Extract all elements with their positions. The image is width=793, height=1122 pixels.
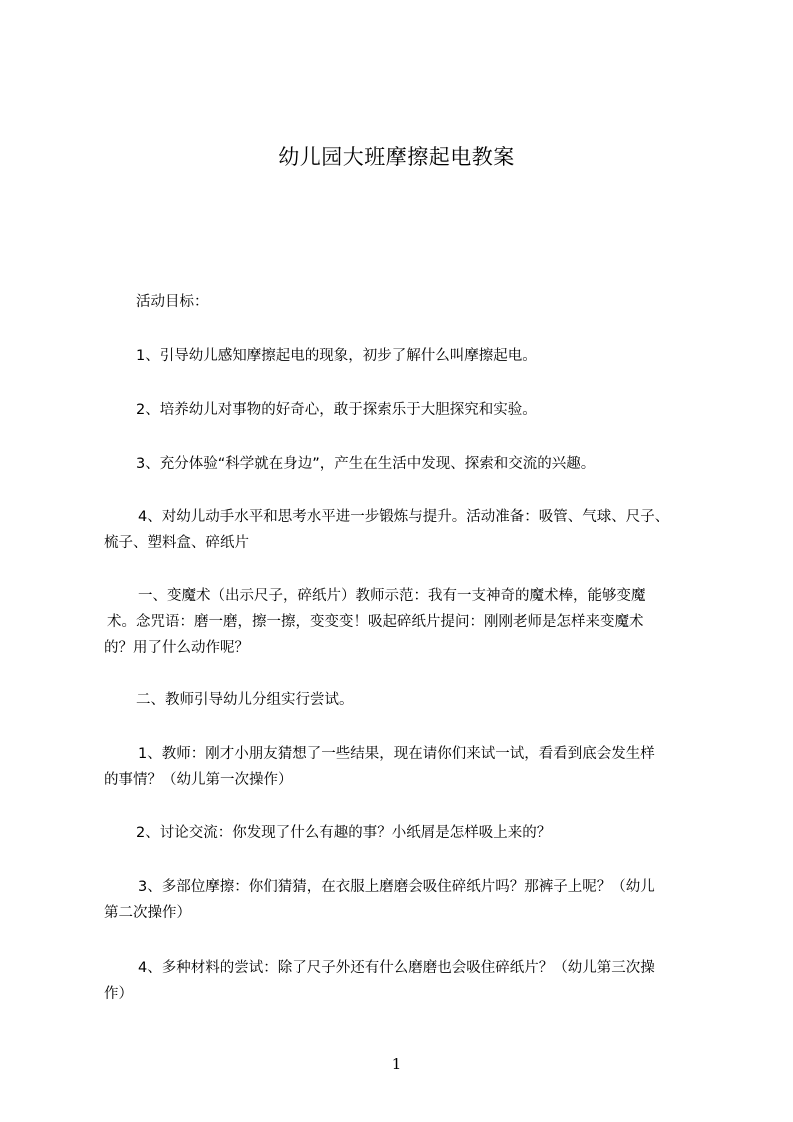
paragraph-step-2-3 (104, 874, 724, 926)
paragraph-line: 3、充分体验“科学就在身边”，产生在生活中发现、探索和交流的兴趣。 (136, 456, 596, 472)
paragraph-goal-1 (136, 343, 756, 369)
paragraph-line: 第二次操作） (104, 905, 191, 921)
paragraph-step-1 (104, 583, 724, 661)
paragraph-line: 1、教师：刚才小朋友猜想了一些结果，现在请你们来试一试，看看到底会发生样 (138, 746, 655, 762)
paragraph-line: 的？用了什么动作呢？ (104, 640, 249, 656)
paragraph-goal-4 (104, 504, 724, 556)
paragraph-line: 二、教师引导幼儿分组实行尝试。 (136, 692, 354, 708)
paragraph-line: 4、多种材料的尝试：除了尺子外还有什么磨磨也会吸住碎纸片？（幼儿第三次操 (138, 960, 655, 976)
paragraph-line: 作） (104, 986, 133, 1002)
paragraph-goal-2 (136, 397, 756, 423)
paragraph-line: 1、引导幼儿感知摩擦起电的现象，初步了解什么叫摩擦起电。 (136, 348, 537, 364)
paragraph-step-2-2 (136, 820, 756, 846)
paragraph-line: 2、讨论交流：你发现了什么有趣的事？小纸屑是怎样吸上来的？ (136, 825, 552, 841)
paragraph-line: 活动目标： (136, 294, 209, 310)
paragraph-goal-3 (136, 451, 756, 477)
paragraph-line: 2、培养幼儿对事物的好奇心，敢于探索乐于大胆探究和实验。 (136, 402, 537, 418)
paragraph-line: 梳子、塑料盒、碎纸片 (104, 535, 249, 551)
section-heading-goals (136, 289, 756, 315)
paragraph-line: 术。念咒语：磨一磨，擦一擦，变变变！吸起碎纸片提问：刚刚老师是怎样来变魔术 (107, 614, 644, 630)
paragraph-line: 3、多部位摩擦：你们猜猜，在衣服上磨磨会吸住碎纸片吗？那裤子上呢？（幼儿 (138, 879, 655, 895)
paragraph-step-2 (136, 687, 756, 713)
document-title: 幼儿园大班摩擦起电教案 (278, 145, 515, 169)
page-number: 1 (391, 1055, 402, 1073)
paragraph-step-2-4 (104, 955, 724, 1007)
paragraph-line: 4、对幼儿动手水平和思考水平进一步锻炼与提升。活动准备：吸管、气球、尺子、 (138, 509, 670, 525)
paragraph-line: 一、变魔术（出示尺子，碎纸片）教师示范：我有一支神奇的魔术棒，能够变魔 (138, 588, 646, 604)
paragraph-line: 的事情？（幼儿第一次操作） (104, 772, 293, 788)
paragraph-step-2-1 (104, 741, 724, 793)
